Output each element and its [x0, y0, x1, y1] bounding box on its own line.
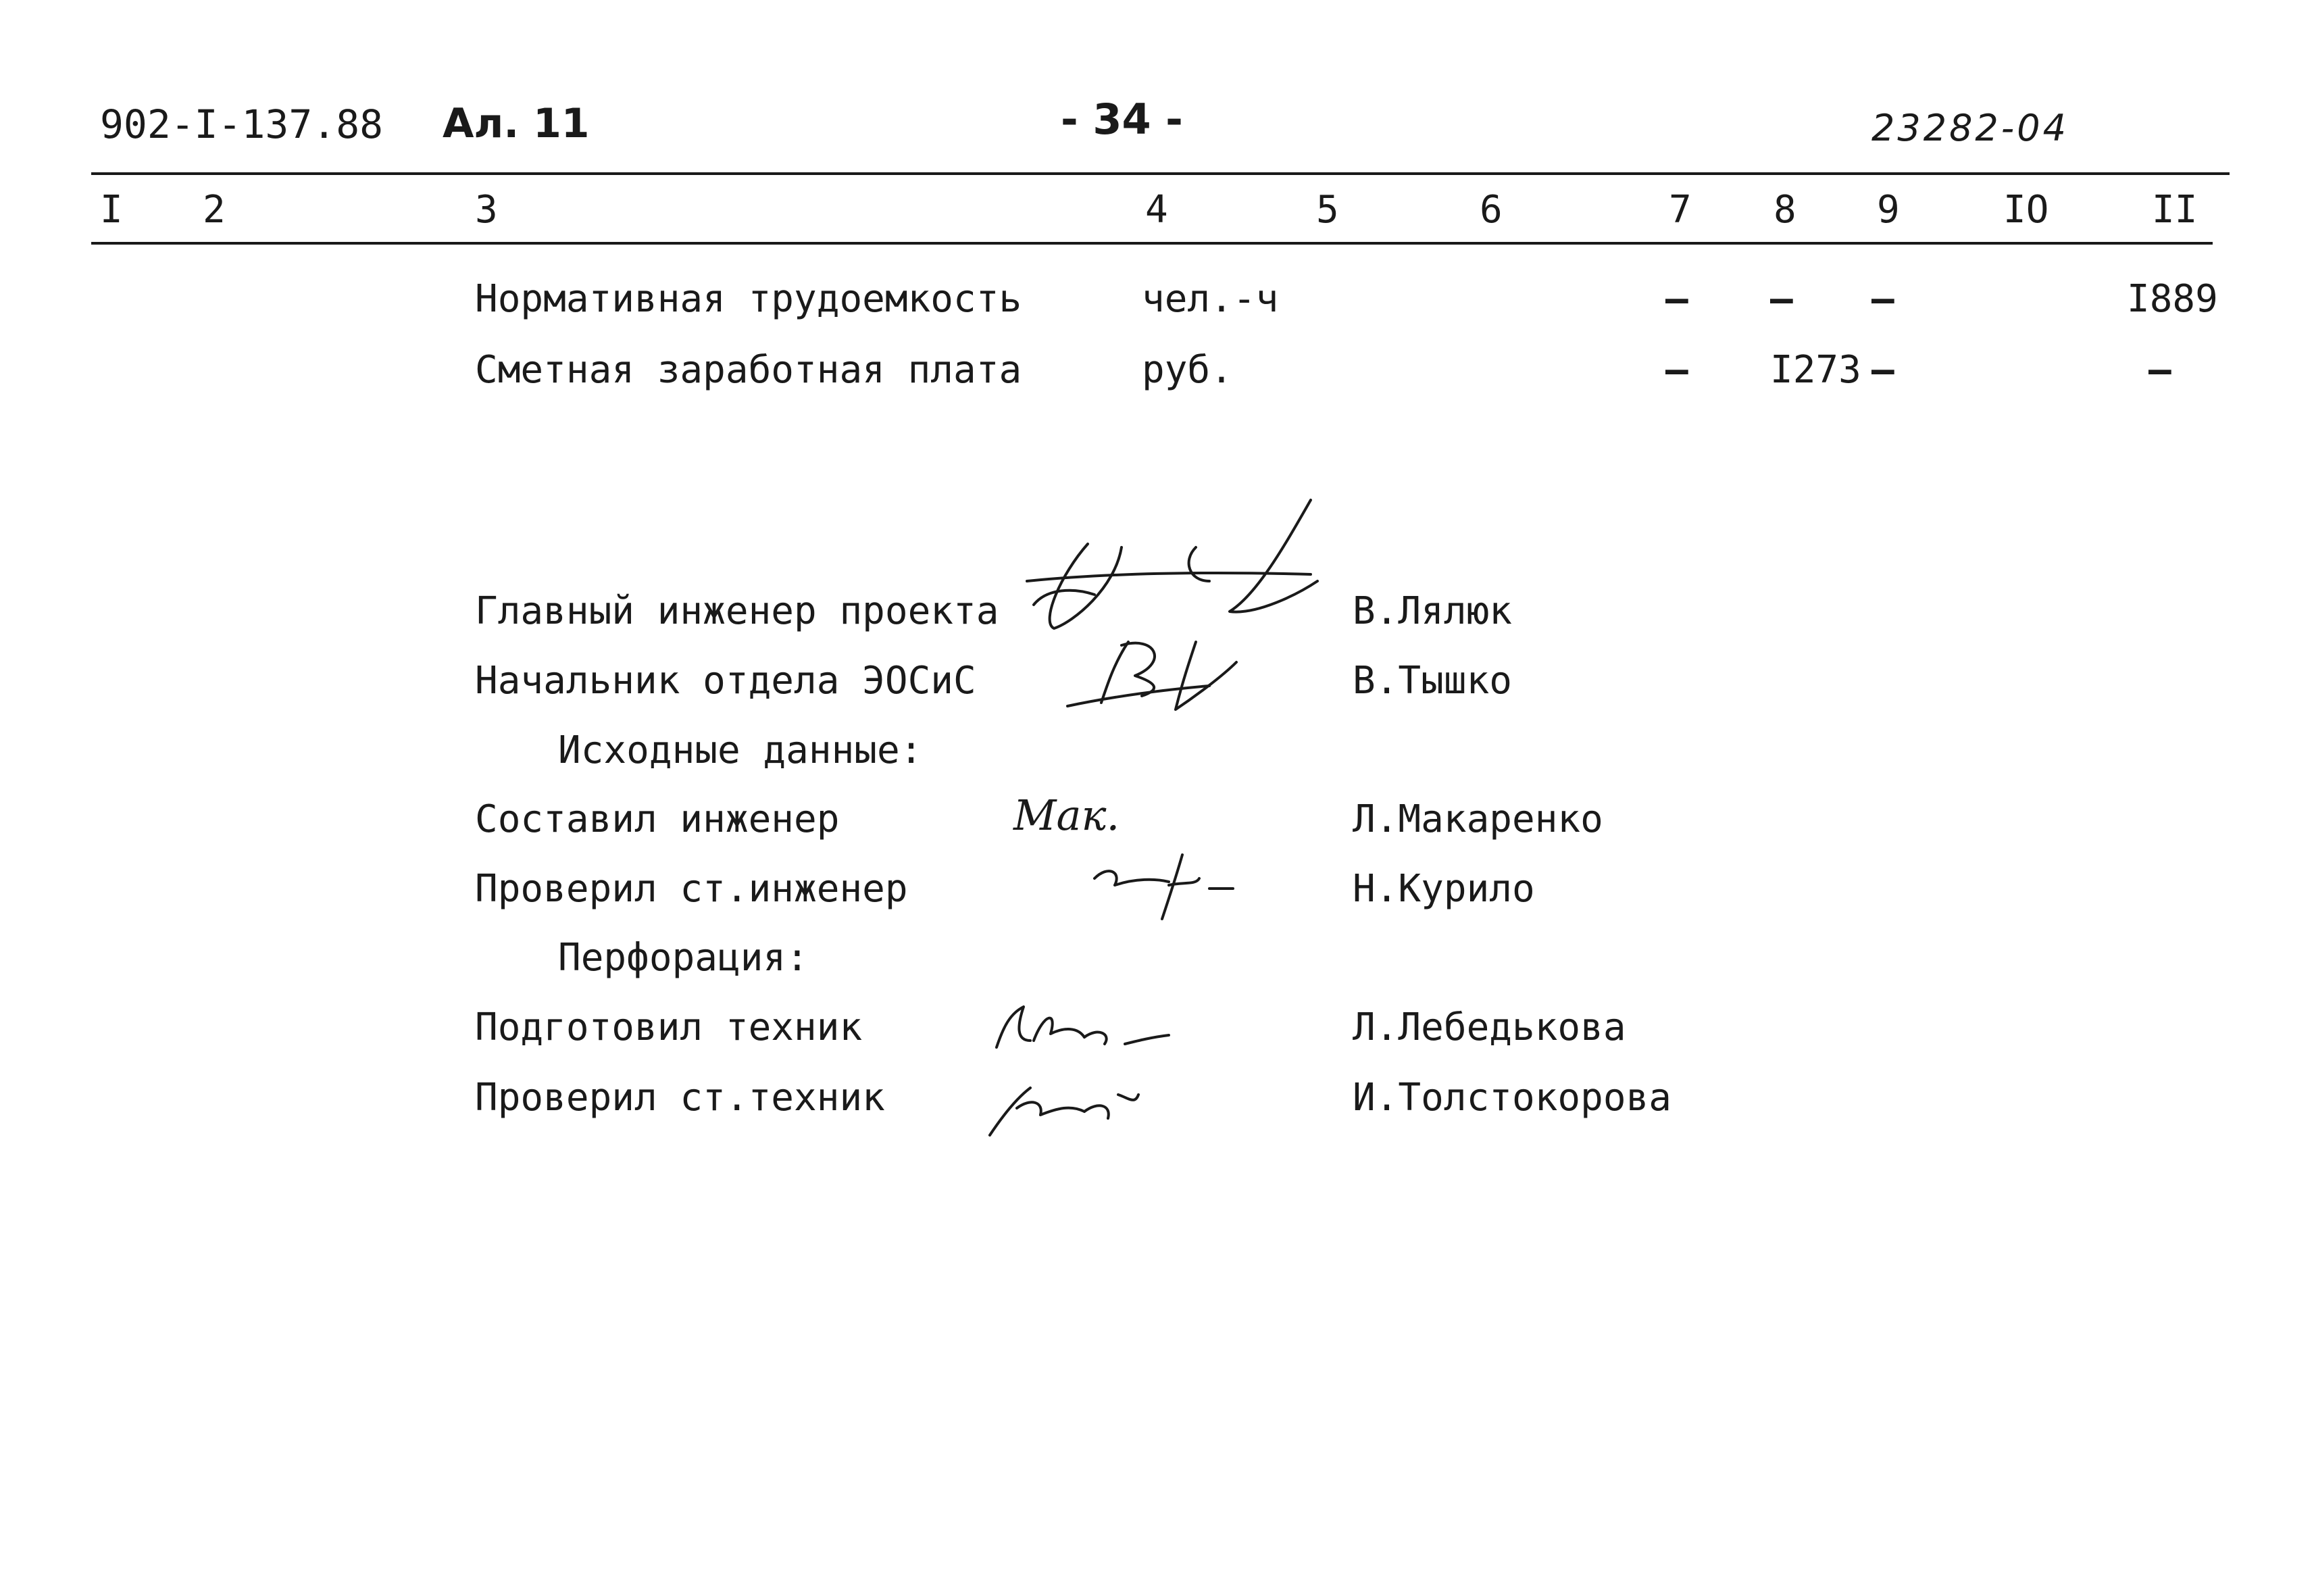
- name-checked-senior-technician: И.Толстокорова: [1353, 1076, 1672, 1120]
- column-number-11: II: [2152, 188, 2198, 232]
- name-prepared-technician: Л.Лебедькова: [1353, 1005, 1626, 1049]
- column-number-6: 6: [1480, 188, 1503, 232]
- signature-chief-engineer: [1013, 487, 1331, 642]
- name-compiled-engineer: Л.Макаренко: [1353, 797, 1603, 841]
- role-compiled-engineer: Составил инженер: [475, 797, 840, 841]
- signature-compiled-engineer: Мак.: [1013, 791, 1120, 840]
- column-number-1: I: [100, 188, 123, 232]
- section-perforation: Перфорация:: [558, 936, 809, 980]
- row-labor-unit: чел.-ч: [1142, 277, 1279, 321]
- column-number-10: IO: [2003, 188, 2049, 232]
- signature-checked-senior-technician: [983, 1068, 1159, 1142]
- role-prepared-technician: Подготовил техник: [475, 1005, 863, 1049]
- row-wage-col8: I273: [1770, 348, 1861, 392]
- row-labor-col11: I889: [2127, 277, 2218, 321]
- column-number-3: 3: [475, 188, 498, 232]
- inventory-number: 23282-04: [1871, 107, 2069, 149]
- role-department-head: Начальник отдела ЭОСиС: [475, 659, 976, 703]
- row-labor-name: Нормативная трудоемкость: [475, 277, 1022, 321]
- album-number: Ал. 11: [443, 100, 590, 147]
- row-wage-name: Сметная заработная плата: [475, 348, 1022, 392]
- signature-prepared-technician: [983, 987, 1172, 1061]
- document-code: 902-I-137.88: [100, 101, 384, 147]
- role-chief-engineer: Главный инженер проекта: [475, 589, 999, 633]
- signature-department-head: [1061, 622, 1250, 723]
- column-number-4: 4: [1145, 188, 1168, 232]
- name-checked-senior-engineer: Н.Курило: [1353, 867, 1535, 911]
- row-wage-col9: –: [1871, 348, 1894, 392]
- name-department-head: В.Тышко: [1353, 659, 1513, 703]
- row-wage-col7: –: [1665, 348, 1688, 392]
- header-rule-top: [91, 172, 2230, 175]
- row-wage-unit: руб.: [1142, 348, 1233, 392]
- column-number-8: 8: [1774, 188, 1796, 232]
- column-number-2: 2: [203, 188, 226, 232]
- row-labor-col8: –: [1770, 277, 1793, 321]
- section-source-data: Исходные данные:: [558, 728, 923, 772]
- row-labor-col9: –: [1871, 277, 1894, 321]
- role-checked-senior-technician: Проверил ст.техник: [475, 1076, 885, 1120]
- column-number-7: 7: [1669, 188, 1692, 232]
- page-number: - 34 -: [1061, 95, 1183, 144]
- row-labor-col7: –: [1665, 277, 1688, 321]
- row-wage-col11: –: [2148, 348, 2171, 392]
- name-chief-engineer: В.Лялюк: [1353, 589, 1513, 633]
- role-checked-senior-engineer: Проверил ст.инженер: [475, 867, 908, 911]
- signature-checked-senior-engineer: [1081, 845, 1236, 926]
- column-number-5: 5: [1316, 188, 1339, 232]
- column-number-9: 9: [1877, 188, 1900, 232]
- header-rule-bottom: [91, 242, 2213, 245]
